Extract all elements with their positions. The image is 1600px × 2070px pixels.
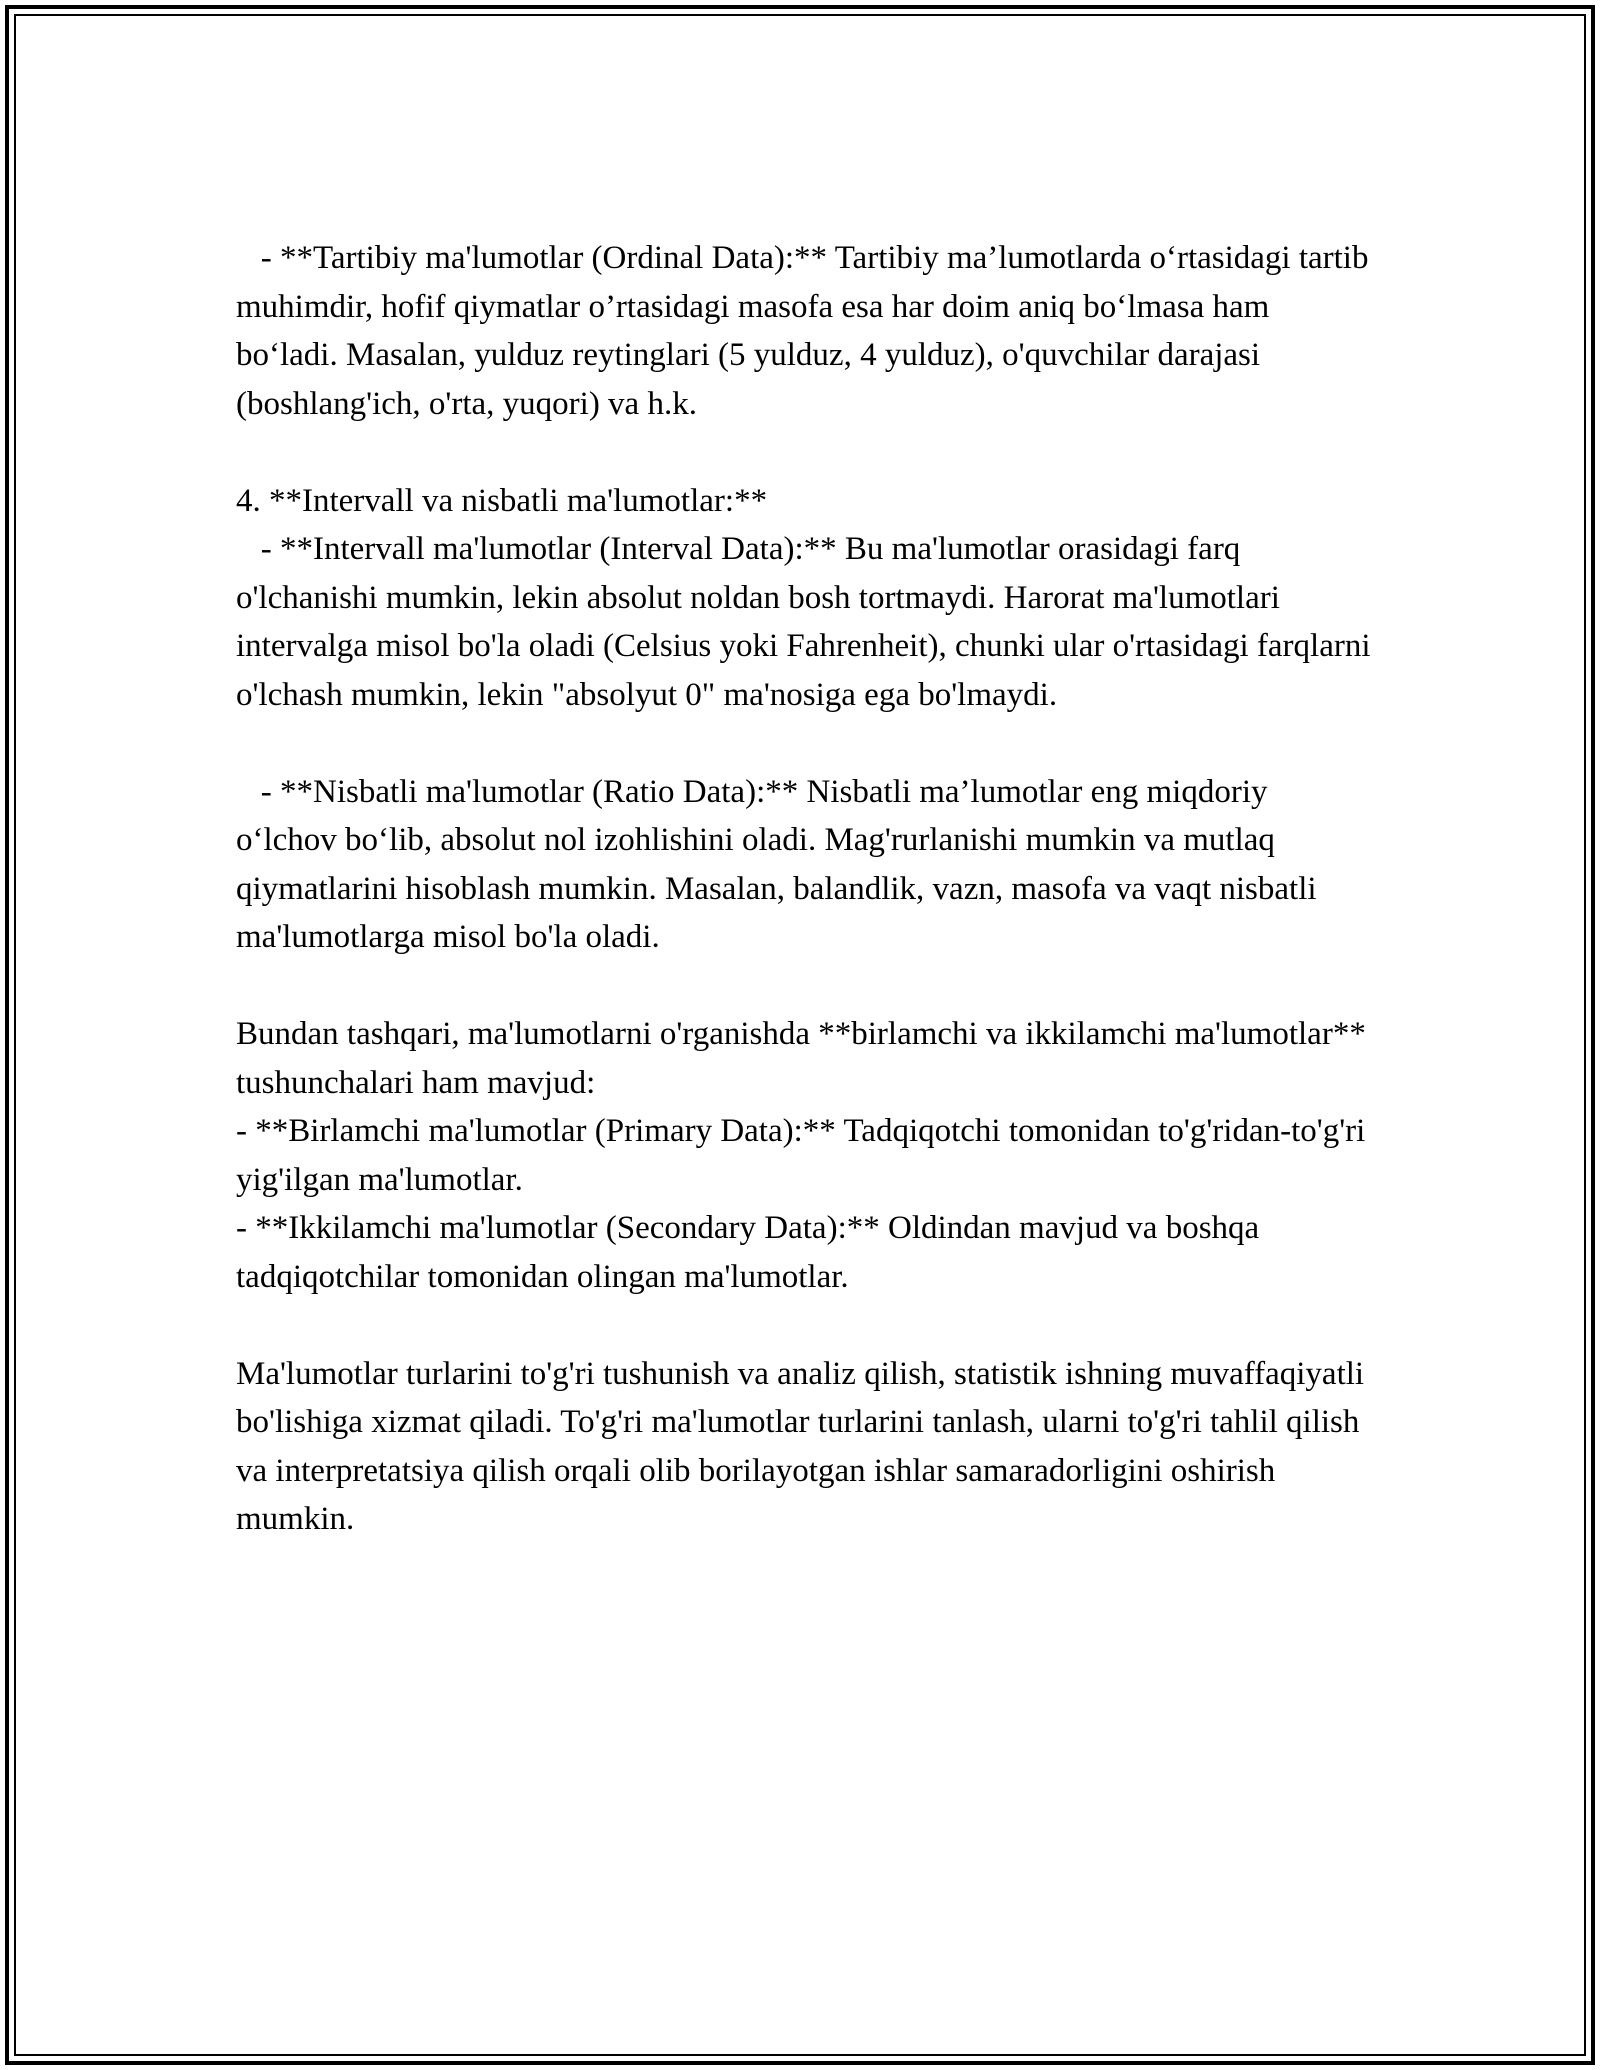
paragraph-conclusion: Ma'lumotlar turlarini to'g'ri tushunish va analiz qilish, statistik ishning muvaffaqiyatli bo'lishiga xizmat qiladi. To'g'ri ma'lumotlar turlarini tanlash, ularni to'g'ri tahlil qilish va interpretatsiya qilish orqali olib borilayotgan ishlar samaradorligini oshirish mumkin. (236, 1355, 1373, 1537)
paragraph-interval-data: 4. **Intervall va nisbatli ma'lumotlar:** - **Intervall ma'lumotlar (Interval Data):** Bu ma'lumotlar orasidagi farq o'lchanishi mumkin, lekin absolut noldan bosh tortmaydi. Harorat ma'lumotlari intervalga misol bo'la oladi (Celsius yoki Fahrenheit), chunki ular o'rtasidagi farqlarni o'lchash mumkin, lekin "absolyut 0" ma'nosiga ega bo'lmaydi. (236, 482, 1371, 713)
paragraph-primary-secondary-data: Bundan tashqari, ma'lumotlarni o'rganishda **birlamchi va ikkilamchi ma'lumotlar** tushunchalari ham mavjud: - **Birlamchi ma'lumotlar (Primary Data):** Tadqiqotchi tomonidan to'g'ridan-to'g'ri yig'ilgan ma'lumotlar. - **Ikkilamchi ma'lumotlar (Secondary Data):** Oldindan mavjud va boshqa tadqiqotchilar tomonidan olingan ma'lumotlar. (236, 1016, 1366, 1295)
paragraph-gap (236, 1301, 1376, 1350)
document-body (236, 234, 1376, 1544)
paragraph-gap (236, 719, 1376, 768)
paragraph-gap (236, 962, 1376, 1011)
paragraph-gap (236, 428, 1376, 477)
paragraph-ordinal-data: - **Tartibiy ma'lumotlar (Ordinal Data):** Tartibiy ma’lumotlarda o‘rtasidagi tartib muhimdir, hofif qiymatlar o’rtasidagi masofa esa har doim aniq bo‘lmasa ham bo‘ladi. Masalan, yulduz reytinglari (5 yulduz, 4 yulduz), o'quvchilar darajasi (boshlang'ich, o'rta, yuqori) va h.k. (236, 240, 1377, 422)
paragraph-ratio-data: - **Nisbatli ma'lumotlar (Ratio Data):** Nisbatli ma’lumotlar eng miqdoriy o‘lchov bo‘lib, absolut nol izohlishini oladi. Mag'rurlanishi mumkin va mutlaq qiymatlarini hisoblash mumkin. Masalan, balandlik, vazn, masofa va vaqt nisbatli ma'lumotlarga misol bo'la oladi. (236, 773, 1325, 955)
